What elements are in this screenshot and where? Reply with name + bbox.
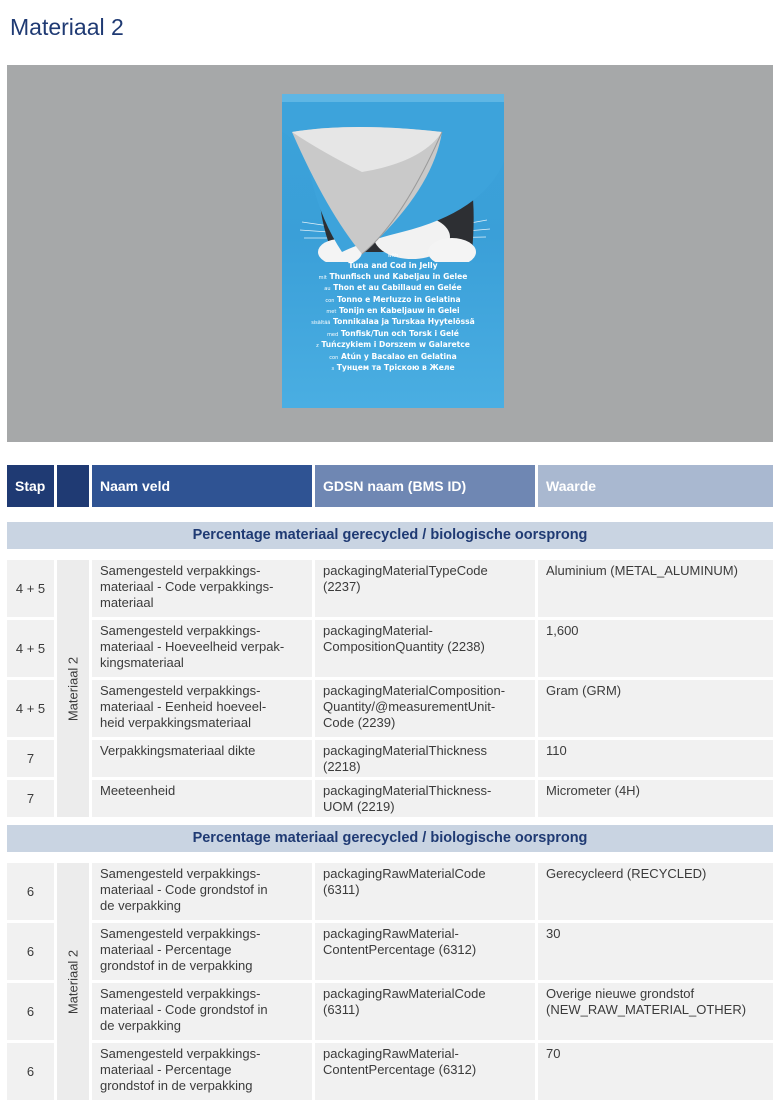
header-gdsn-naam: GDSN naam (BMS ID) bbox=[315, 465, 535, 507]
gdsn-naam-cell: packagingMaterialTypeCode (2237) bbox=[315, 560, 535, 617]
pouch-line: Tuna and Cod in Jelly bbox=[348, 261, 438, 271]
pouch-line: with bbox=[387, 253, 399, 259]
pouch-line: au Thon et au Cabillaud en Gelée bbox=[324, 283, 462, 293]
header-waarde: Waarde bbox=[538, 465, 773, 507]
waarde-cell: Overige nieuwe grondstof (NEW_RAW_MATERIAL_OTHER) bbox=[538, 983, 773, 1040]
pouch-line: з Тунцем та Тріскою в Желе bbox=[331, 363, 455, 373]
section-title: Percentage materiaal gerecycled / biologische oorsprong bbox=[7, 522, 773, 549]
waarde-cell: 30 bbox=[538, 923, 773, 980]
header-naam-veld: Naam veld bbox=[92, 465, 312, 507]
gdsn-naam-cell: packagingMaterialComposition- Quantity/@measurementUnit- Code (2239) bbox=[315, 680, 535, 737]
gdsn-naam-cell: packagingMaterial- CompositionQuantity (2238) bbox=[315, 620, 535, 677]
pouch-line: met Tonijn en Kabeljauw in Gelei bbox=[326, 306, 460, 316]
material-label: Materiaal 2 bbox=[65, 656, 81, 721]
pouch-line: sisältää Tonnikalaa ja Turskaa Hyytelössä bbox=[311, 317, 475, 327]
stap-cell: 4 + 5 bbox=[7, 620, 54, 677]
naam-veld-cell: Verpakkingsmateriaal dikte bbox=[92, 740, 312, 777]
pouch-line: mit Thunfisch und Kabeljau in Gelee bbox=[318, 271, 468, 281]
naam-veld-cell: Samengesteld verpakkings- materiaal - Code grondstof in de verpakking bbox=[92, 983, 312, 1040]
section-title: Percentage materiaal gerecycled / biologische oorsprong bbox=[7, 825, 773, 852]
pouch-product-text bbox=[282, 250, 504, 374]
stap-cell: 6 bbox=[7, 863, 54, 920]
pouch-line: con Atún y Bacalao en Gelatina bbox=[329, 351, 457, 361]
waarde-cell: 70 bbox=[538, 1043, 773, 1100]
naam-veld-cell: Samengesteld verpakkings- materiaal - Percentage grondstof in de verpakking bbox=[92, 923, 312, 980]
stap-cell: 6 bbox=[7, 983, 54, 1040]
waarde-cell: 1,600 bbox=[538, 620, 773, 677]
waarde-cell: Aluminium (METAL_ALUMINUM) bbox=[538, 560, 773, 617]
material-label-cell bbox=[57, 863, 89, 1100]
material-label: Materiaal 2 bbox=[65, 949, 81, 1014]
pouch-line: z Tuńczykiem i Dorszem w Galaretce bbox=[316, 340, 470, 350]
naam-veld-cell: Samengesteld verpakkings- materiaal - Percentage grondstof in de verpakking bbox=[92, 1043, 312, 1100]
stap-cell: 4 + 5 bbox=[7, 560, 54, 617]
waarde-cell: 110 bbox=[538, 740, 773, 777]
gdsn-naam-cell: packagingMaterialThickness (2218) bbox=[315, 740, 535, 777]
gdsn-naam-cell: packagingMaterialThickness- UOM (2219) bbox=[315, 780, 535, 817]
header-stap: Stap bbox=[7, 465, 54, 507]
stap-cell: 6 bbox=[7, 1043, 54, 1100]
page-title: Materiaal 2 bbox=[10, 14, 124, 40]
waarde-cell: Gerecycleerd (RECYCLED) bbox=[538, 863, 773, 920]
naam-veld-cell: Samengesteld verpakkings- materiaal - Hoeveelheid verpak- kingsmateriaal bbox=[92, 620, 312, 677]
material-label-cell bbox=[57, 560, 89, 817]
waarde-cell: Micrometer (4H) bbox=[538, 780, 773, 817]
stap-cell: 7 bbox=[7, 780, 54, 817]
stap-cell: 4 + 5 bbox=[7, 680, 54, 737]
header-material bbox=[57, 465, 89, 507]
stap-cell: 6 bbox=[7, 923, 54, 980]
naam-veld-cell: Samengesteld verpakkings- materiaal - Code verpakkings- materiaal bbox=[92, 560, 312, 617]
cat-peeking-illustration bbox=[282, 102, 504, 262]
gdsn-naam-cell: packagingRawMaterial- ContentPercentage (6312) bbox=[315, 923, 535, 980]
stap-cell: 7 bbox=[7, 740, 54, 777]
gdsn-naam-cell: packagingRawMaterialCode (6311) bbox=[315, 863, 535, 920]
gdsn-naam-cell: packagingRawMaterialCode (6311) bbox=[315, 983, 535, 1040]
pouch-line: med Tonfisk/Tun och Torsk i Gelé bbox=[327, 328, 459, 338]
gdsn-naam-cell: packagingRawMaterial- ContentPercentage (6312) bbox=[315, 1043, 535, 1100]
naam-veld-cell: Samengesteld verpakkings- materiaal - Code grondstof in de verpakking bbox=[92, 863, 312, 920]
pouch-line: con Tonno e Merluzzo in Gelatina bbox=[325, 294, 461, 304]
cat-food-pouch-image bbox=[282, 94, 504, 408]
naam-veld-cell: Meeteenheid bbox=[92, 780, 312, 817]
naam-veld-cell: Samengesteld verpakkings- materiaal - Eenheid hoeveel- heid verpakkingsmateriaal bbox=[92, 680, 312, 737]
waarde-cell: Gram (GRM) bbox=[538, 680, 773, 737]
